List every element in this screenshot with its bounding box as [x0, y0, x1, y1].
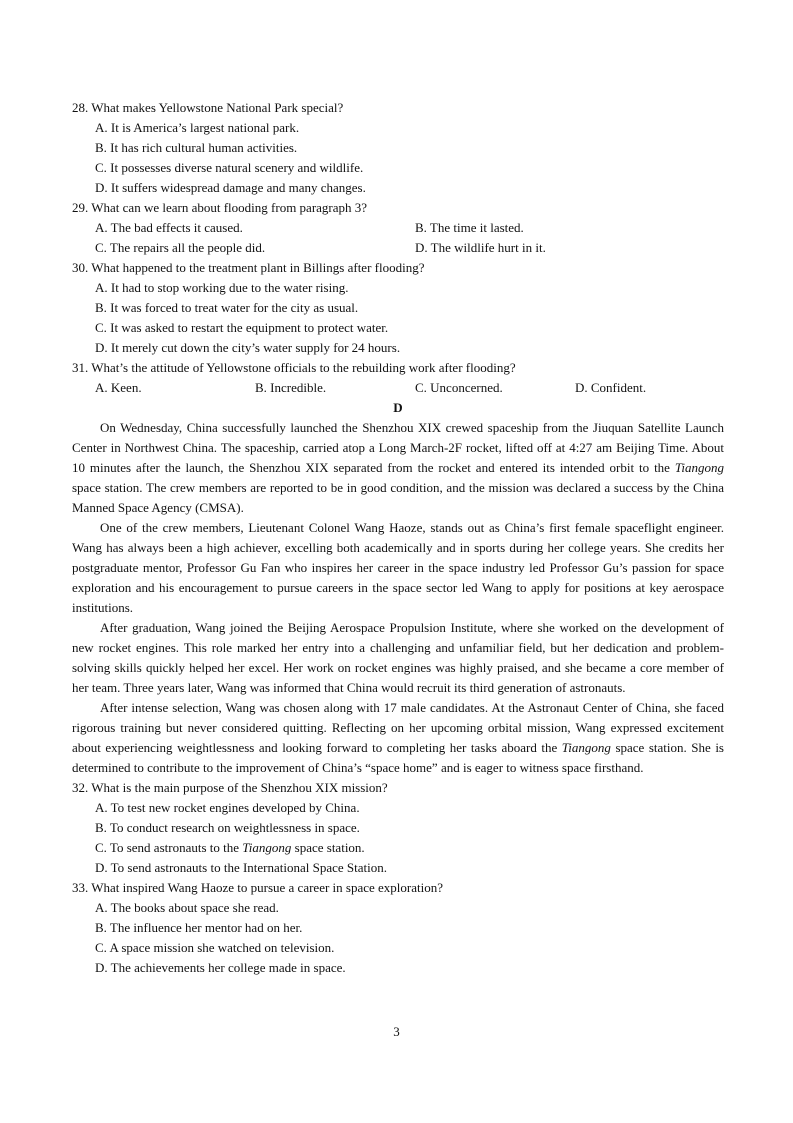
q29-option-a: A. The bad effects it caused. [95, 220, 243, 235]
q32-option-a: A. To test new rocket engines developed by China. [95, 800, 360, 815]
passage-paragraph-1: On Wednesday, China successfully launched the Shenzhou XIX crewed spaceship from the Jiuquan Satellite Launch Center in Northwest China. The spaceship, carried atop a Long March-2F rocket, lifted off at 4:27 am Beijing Time. About 10 minutes after the launch, the Shenzhou XIX separated from the rocket and entered its intended orbit to the Tiangong space station. The crew members are reported to be in good condition, and the mission was declared a success by the China Manned Space Agency (CMSA). [72, 420, 724, 515]
q30-option-d: D. It merely cut down the city’s water supply for 24 hours. [95, 340, 401, 355]
q28-option-b: B. It has rich cultural human activities. [95, 140, 298, 155]
q31-options-row [95, 378, 724, 398]
q29-option-c: C. The repairs all the people did. [95, 240, 266, 255]
q31-option-d: D. Confident. [575, 380, 647, 395]
q30-option-b: B. It was forced to treat water for the city as usual. [95, 300, 359, 315]
passage-paragraph-2: One of the crew members, Lieutenant Colonel Wang Haoze, stands out as China’s first female spaceflight engineer. Wang has always been a high achiever, excelling both academically and in sports during her college years. She credits her postgraduate mentor, Professor Gu Fan who inspires her career in the space industry led Professor Gu’s passion for space exploration and his encouragement to pursue careers in the space sector led Wang to apply for positions at key aerospace institutions. [72, 520, 724, 615]
q29-options-row-2 [95, 238, 724, 258]
q29-options-row-1 [95, 218, 724, 238]
q31-option-b: B. Incredible. [255, 380, 327, 395]
question-31: 31. What’s the attitude of Yellowstone officials to the rebuilding work after flooding? [72, 360, 516, 375]
question-28: 28. What makes Yellowstone National Park special? [72, 100, 344, 115]
question-33: 33. What inspired Wang Haoze to pursue a career in space exploration? [72, 880, 443, 895]
q28-option-a: A. It is America’s largest national park. [95, 120, 300, 135]
q29-option-b: B. The time it lasted. [415, 220, 524, 235]
q33-option-c: C. A space mission she watched on television. [95, 940, 335, 955]
q32-option-d: D. To send astronauts to the International Space Station. [95, 860, 388, 875]
q31-option-c: C. Unconcerned. [415, 380, 503, 395]
q28-option-d: D. It suffers widespread damage and many changes. [95, 180, 366, 195]
q32-option-c: C. To send astronauts to the Tiangong space station. [95, 840, 365, 855]
q29-option-d: D. The wildlife hurt in it. [415, 240, 546, 255]
passage-paragraph-4: After intense selection, Wang was chosen along with 17 male candidates. At the Astronaut Center of China, she faced rigorous training but never considered quitting. Reflecting on her upcoming orbital mission, Wang expressed excitement about experiencing weightlessness and looking forward to completing her tasks aboard the Tiangong space station. She is determined to contribute to the improvement of China’s “space home” and is eager to witness space firsthand. [72, 700, 724, 775]
q30-option-c: C. It was asked to restart the equipment to protect water. [95, 320, 389, 335]
question-29: 29. What can we learn about flooding from paragraph 3? [72, 200, 368, 215]
page-number: 3 [393, 1024, 400, 1039]
passage-paragraph-3: After graduation, Wang joined the Beijing Aerospace Propulsion Institute, where she worked on the development of new rocket engines. This role marked her entry into a challenging and unfamiliar field, but her dedication and problem-solving skills quickly helped her excel. Her work on rocket engines was highly praised, and she became a core member of her team. Three years later, Wang was informed that China would recruit its third generation of astronauts. [72, 620, 724, 695]
q33-option-d: D. The achievements her college made in space. [95, 960, 346, 975]
exam-page [72, 98, 724, 978]
question-32: 32. What is the main purpose of the Shenzhou XIX mission? [72, 780, 388, 795]
section-heading-d: D [393, 400, 403, 415]
q33-option-a: A. The books about space she read. [95, 900, 279, 915]
q28-option-c: C. It possesses diverse natural scenery and wildlife. [95, 160, 364, 175]
q32-option-b: B. To conduct research on weightlessness in space. [95, 820, 360, 835]
question-30: 30. What happened to the treatment plant in Billings after flooding? [72, 260, 425, 275]
q31-option-a: A. Keen. [95, 380, 142, 395]
q33-option-b: B. The influence her mentor had on her. [95, 920, 303, 935]
q30-option-a: A. It had to stop working due to the water rising. [95, 280, 349, 295]
